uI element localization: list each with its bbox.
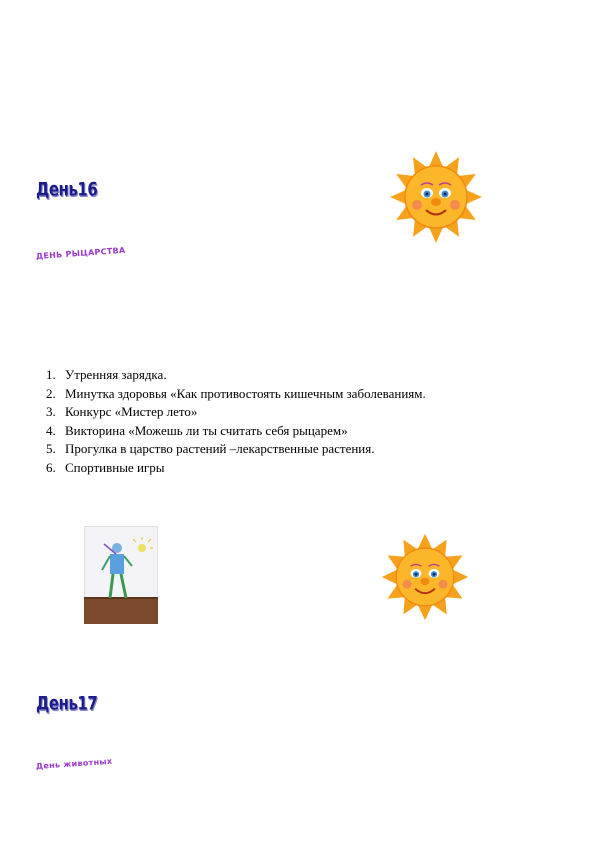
activity-list	[46, 366, 426, 477]
list-item: 2. Минутка здоровья «Как противостоять кишечным заболеваниям.	[46, 385, 426, 401]
day17-title: День17	[36, 692, 98, 715]
sun-icon	[380, 532, 470, 622]
list-item: 1. Утренняя зарядка.	[46, 367, 167, 382]
list-item: 3. Конкурс «Мистер лето»	[46, 404, 198, 419]
list-item: 5. Прогулка в царство растений –лекарственные растения.	[46, 441, 375, 456]
day16-subtitle: ДЕНЬ РЫЦАРСТВА	[35, 245, 126, 261]
sun-icon	[386, 150, 486, 245]
list-item: 6. Спортивные игры	[46, 459, 165, 475]
day16-title: День16	[36, 178, 98, 201]
day17-subtitle: День животных	[35, 756, 113, 771]
list-item: 4. Викторина «Можешь ли ты считать себя рыцарем»	[46, 422, 348, 438]
child-drawing-image	[84, 526, 158, 624]
